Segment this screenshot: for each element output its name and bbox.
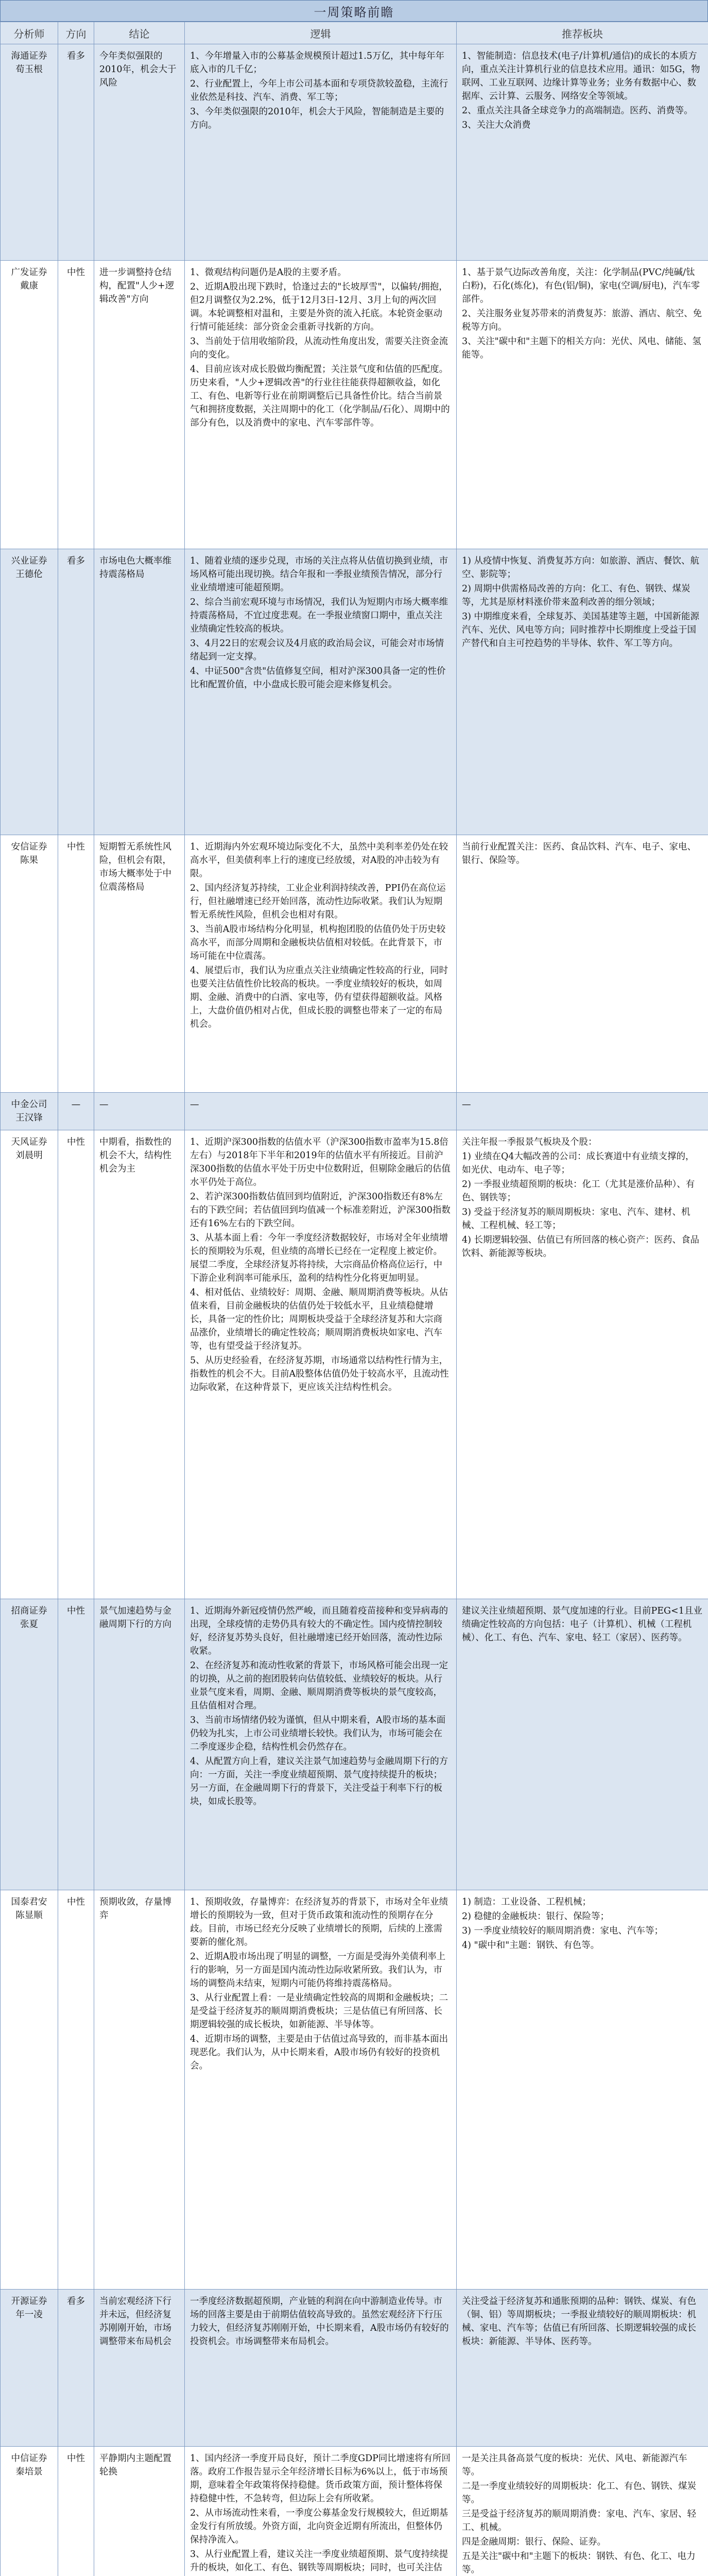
direction-cell: 看多 <box>58 44 94 261</box>
direction-cell: 中性 <box>58 1599 94 1890</box>
conclusion-cell: 市场电色大概率维持震荡格局 <box>94 549 185 835</box>
analyst-cell: 国泰君安 陈显顺 <box>1 1890 58 2290</box>
sector-paragraph: 二是一季度业绩较好的周期板块：化工、有色、钢铁、煤炭等。 <box>462 2481 696 2505</box>
analyst-cell: 海通证券 荀玉根 <box>1 44 58 261</box>
logic-paragraph: 1、预期收敛，存量博弈：在经济复苏的背景下，市场对全年业绩增长的预期较为一致，但对于货币政策和流动性的预期存在分歧。目前，市场已经充分反映了业绩增长的预期，后续的上涨需要新的催化剂。 <box>190 1897 448 1947</box>
conclusion-cell: 进一步调整持仓结构，配置"人少+逻辑改善"方向 <box>94 261 185 549</box>
logic-paragraph: 2、行业配置上，今年上市公司基本面和专项贷款较盈稳，主流行业依然是科技、汽车、消费、军工等； <box>190 79 448 103</box>
direction-cell: 中性 <box>58 1130 94 1599</box>
sectors-cell <box>457 1093 708 1130</box>
logic-cell <box>185 1599 457 1890</box>
logic-cell <box>185 1130 457 1599</box>
logic-paragraph: 3、当前市场情绪仍较为谨慎，但从中期来看，A股市场的基本面仍较为扎实，上市公司业绩增长较快。我们认为，市场可能会在二季度逐步企稳，结构性机会仍然存在。 <box>190 1715 446 1752</box>
table-row <box>1 2290 708 2447</box>
logic-paragraph: 4、目前应该对成长股做均衡配置；关注景气度和估值的匹配度。历史来看，"人少+逻辑改善"的行业往往能获得超额收益，如化工、有色、电新等行业在前期调整后已具备性价比。结合当前景气和拥挤度数据，关注周期中的化工（化学制品/石化）、周期中的部分有色，以及消费中的家电、汽车零部件等。 <box>190 364 450 428</box>
sector-paragraph: 2) 稳健的金融板块：银行、保险等； <box>462 1911 610 1922</box>
analyst-cell: 安信证券 陈果 <box>1 835 58 1093</box>
sectors-cell <box>457 261 708 549</box>
sectors-cell <box>457 2447 708 2576</box>
sector-paragraph: 1、基于景气边际改善角度，关注：化学制品(PVC/纯碱/钛白粉)，石化(炼化)，有色(铝/铜)，家电(空调/厨电)，汽车零部件。 <box>462 267 700 304</box>
sector-paragraph: 2) 一季报业绩超预期的板块：化工（尤其是涨价品种）、有色、钢铁等； <box>462 1179 695 1203</box>
sector-paragraph: 关注受益于经济复苏和通胀预期的品种：钢铁、煤炭、有色（铜、铝）等周期板块；一季报业绩较好的顺周期板块：机械、家电、汽车等；估值已有所回落、长期逻辑较强的成长板块：新能源、半导体、医药等。 <box>462 2296 696 2347</box>
logic-cell <box>185 2290 457 2447</box>
sectors-cell <box>457 44 708 261</box>
logic-paragraph: 1、随着业绩的逐步兑现，市场的关注点将从估值切换到业绩，市场风格可能出现切换。结合年报和一季报业绩预告情况，部分行业业绩增速可能超预期。 <box>190 556 448 593</box>
logic-paragraph: 2、若沪深300指数估值回到均值附近，沪深300指数还有8%左右的下跌空间；若估值回到均值减一个标准差附近，沪深300指数还有16%左右的下跌空间。 <box>190 1192 451 1229</box>
header-conclusion: 结论 <box>94 22 185 44</box>
sector-paragraph: 三是受益于经济复苏的顺周期消费：家电、汽车、家居、轻工、机械。 <box>462 2509 696 2533</box>
sectors-cell <box>457 549 708 835</box>
logic-paragraph: 3、从行业配置上看，建议关注一季度业绩超预期、景气度持续提升的板块，如化工、有色、钢铁等周期板块；同时，也可关注估 <box>190 2549 448 2573</box>
logic-paragraph: 2、从市场流动性来看，一季度公募基金发行规模较大，但近期基金发行有所放缓。外资方面，北向资金近期有所流出，但整体仍保持净流入。 <box>190 2508 448 2545</box>
logic-cell <box>185 1890 457 2290</box>
logic-cell <box>185 2447 457 2576</box>
sector-paragraph: 3) 受益于经济复苏的顺周期板块：家电、汽车、建材、机械、工程机械、轻工等； <box>462 1207 690 1231</box>
conclusion-cell: 当前宏观经济下行并未远，但经济复苏刚刚开始，市场调整带来布局机会 <box>94 2290 185 2447</box>
sector-paragraph: 2、关注服务业复苏带来的消费复苏：旅游、酒店、航空、免税等方向。 <box>462 309 702 332</box>
logic-paragraph: 1、国内经济一季度开局良好，预计二季度GDP同比增速将有所回落。政府工作报告显示全年经济增长目标为6%以上，低于市场预期，意味着全年政策将保持稳健。货币政策方面，预计整体将保持稳健中性，不急转弯，但边际上会有所收紧。 <box>190 2453 451 2504</box>
logic-paragraph: 1、近期海外新冠疫情仍然严峻，而且随着疫苗接种和变异病毒的出现，全球疫情的走势仍具有较大的不确定性。国内疫情控制较好，经济复苏势头良好，但社融增速已经开始回落，流动性边际收紧。 <box>190 1606 448 1656</box>
page-title: 一周策略前瞻 <box>0 0 708 22</box>
table-row <box>1 549 708 835</box>
table-row <box>1 44 708 261</box>
logic-paragraph: 3、当前A股市场结构分化明显，机构抱团股的估值仍处于历史较高水平，而部分周期和金融板块估值相对较低。在此背景下，市场可能在中位震荡。 <box>190 924 446 961</box>
sector-paragraph: 四是金融周期：银行、保险、证券。 <box>462 2537 606 2547</box>
logic-paragraph: 1、今年增量入市的公募基金规模预计超过1.5万亿，其中每年年底入市的几千亿； <box>190 51 444 75</box>
header-analyst: 分析师 <box>1 22 58 44</box>
logic-paragraph: 1、近期沪深300指数的估值水平（沪深300指数市盈率为15.8倍左右）与2018年下半年和2019年的估值水平有所接近。目前沪深300指数的估值水平处于历史中位数附近，但剔除金融后的估值水平仍处于高位。 <box>190 1137 451 1188</box>
conclusion-cell: 预期收敛，存量博弈 <box>94 1890 185 2290</box>
analyst-cell: 天风证券 刘晨明 <box>1 1130 58 1599</box>
conclusion-cell: 景气加速趋势与金融周期下行的方向 <box>94 1599 185 1890</box>
logic-paragraph: 2、综合当前宏观环境与市场情况，我们认为短期内市场大概率维持震荡格局，不宜过度悲观。在一季报业绩窗口期中，重点关注业绩确定性较高的板块。 <box>190 597 448 634</box>
logic-paragraph: 2、近期A股出现下跌时，恰逢过去的"长坡厚雪"，以偏转/拥抱，但2月调整仅为2.2%，低于12月3日-12月、3月上旬的两次回调。本轮调整相对温和，主要是外资的流入托底。本轮资金驱动行情可能延续：部分资金会重新寻找新的方向。 <box>190 282 448 332</box>
analyst-cell: 中信证券 秦培景 <box>1 2447 58 2576</box>
conclusion-cell: 平静期内主题配置轮换 <box>94 2447 185 2576</box>
logic-paragraph: 3、当前处于信用收缩阶段，从流动性角度出发，需要关注资金流向的变化。 <box>190 336 448 360</box>
sector-paragraph: 1) 业绩在Q4大幅改善的公司：成长赛道中有业绩支撑的，如光伏、电动车、电子等； <box>462 1151 695 1175</box>
table-row <box>1 1599 708 1890</box>
logic-paragraph: 4、展望后市，我们认为应重点关注业绩确定性较高的行业，同时也要关注估值性价比较高的板块。一季度业绩较好的板块，如周期、金融、消费中的白酒、家电等，仍有望获得超额收益。风格上，大盘价值仍相对占优，但成长股的调整也带来了一定的布局机会。 <box>190 965 448 1029</box>
sector-paragraph: 关注年报一季报景气板块及个股： <box>462 1137 597 1147</box>
logic-paragraph: 2、国内经济复苏持续，工业企业利润持续改善，PPI仍在高位运行，但社融增速已经开始回落，流动性边际收紧。我们认为短期暂无系统性风险，但机会也相对有限。 <box>190 883 446 920</box>
logic-paragraph: 1、微观结构问题仍是A股的主要矛盾。 <box>190 267 347 278</box>
logic-paragraph: 一季度经济数据超预期，产业链的利润在向中游制造业传导。市场的回落主要是由于前期估值较高导致的。虽然宏观经济下行压力较大，但经济复苏刚刚开始，中长期来看，A股市场仍有较好的投资机会。市场调整带来布局机会。 <box>190 2296 449 2347</box>
logic-paragraph: — <box>190 1099 199 1110</box>
sector-paragraph: 2、重点关注具备全球竞争力的高端制造。医药、消费等。 <box>462 106 693 116</box>
header-direction: 方向 <box>58 22 94 44</box>
conclusion-cell: 中期看，指数性的机会不大，结构性机会为主 <box>94 1130 185 1599</box>
sector-paragraph: 1) 从疫情中恢复、消费复苏方向：如旅游、酒店、餐饮、航空、影院等； <box>462 556 700 580</box>
sectors-cell <box>457 1599 708 1890</box>
sector-paragraph: 3、关注大众消费 <box>462 120 531 130</box>
analyst-cell: 广发证券 戴康 <box>1 261 58 549</box>
sector-paragraph: — <box>462 1099 471 1110</box>
logic-paragraph: 3、从行业配置上看：一是业绩确定性较高的周期和金融板块；二是受益于经济复苏的顺周期消费板块；三是估值已有所回落、长期逻辑较强的成长板块，如新能源、半导体等。 <box>190 1993 448 2030</box>
logic-paragraph: 3、4月22日的宏观会议及4月底的政治局会议，可能会对市场情绪起到一定支撑。 <box>190 638 444 662</box>
direction-cell: 中性 <box>58 2447 94 2576</box>
conclusion-cell: 今年类似强限的2010年，机会大于风险 <box>94 44 185 261</box>
logic-paragraph: 2、在经济复苏和流动性收紧的背景下，市场风格可能会出现一定的切换，从之前的抱团股转向估值较低、业绩较好的板块。从行业景气度来看，周期、金融、顺周期消费等板块的景气度较高，且估值相对合理。 <box>190 1660 448 1711</box>
direction-cell: 看多 <box>58 549 94 835</box>
analyst-cell: 中金公司 王汉锋 <box>1 1093 58 1130</box>
sector-paragraph: 3、关注"碳中和"主题下的相关方向：光伏、风电、储能、氢能等。 <box>462 336 701 360</box>
strategy-table <box>0 22 708 2576</box>
logic-paragraph: 1、近期海内外宏观环境边际变化不大，虽然中美利率差仍处在较高水平，但美债利率上行的速度已经放缓，对A股的冲击较为有限。 <box>190 842 448 879</box>
logic-cell <box>185 835 457 1093</box>
direction-cell: 中性 <box>58 1890 94 2290</box>
sector-paragraph: 4) "碳中和"主题：钢铁、有色等。 <box>462 1940 600 1951</box>
logic-cell <box>185 549 457 835</box>
logic-paragraph: 3、今年类似强限的2010年，机会大于风险，智能制造是主要的方向。 <box>190 107 444 130</box>
sectors-cell <box>457 2290 708 2447</box>
logic-cell <box>185 1093 457 1130</box>
sector-paragraph: 建议关注业绩超预期、景气度加速的行业。目前PEG<1且业绩确定性较高的方向包括：电子（计算机）、机械（工程机械）、化工、有色、汽车、家电、轻工（家居）、医药等。 <box>462 1606 702 1643</box>
sectors-cell <box>457 835 708 1093</box>
logic-paragraph: 4、从配置方向上看，建议关注景气加速趋势与金融周期下行的方向：一方面，关注一季度业绩超预期、景气度持续提升的板块；另一方面，在金融周期下行的背景下，关注受益于利率下行的板块，如成长股等。 <box>190 1756 448 1807</box>
sector-paragraph: 1) 制造：工业设备、工程机械； <box>462 1897 592 1907</box>
logic-paragraph: 4、近期市场的调整，主要是由于估值过高导致的，而非基本面出现恶化。我们认为，从中长期来看，A股市场仍有较好的投资机会。 <box>190 2034 448 2071</box>
analyst-cell: 招商证券 张夏 <box>1 1599 58 1890</box>
header-logic: 逻辑 <box>185 22 457 44</box>
table-row <box>1 2447 708 2576</box>
sector-paragraph: 当前行业配置关注：医药、食品饮料、汽车、电子、家电、银行、保险等。 <box>462 842 696 866</box>
analyst-cell: 兴业证券 王德伦 <box>1 549 58 835</box>
analyst-cell: 开源证券 年一凌 <box>1 2290 58 2447</box>
sector-paragraph: 3) 中期维度来看，全球复苏、美国基建等主题，中国新能源汽车、光伏、风电等方向；同时推荐中长期维度上受益于国产替代和自主可控趋势的半导体、软件、军工等方向。 <box>462 612 700 649</box>
table-row <box>1 835 708 1093</box>
logic-cell <box>185 261 457 549</box>
sector-paragraph: 五是关注"碳中和"主题下的板块：钢铁、有色、化工、电力等。 <box>462 2551 696 2575</box>
sectors-cell <box>457 1130 708 1599</box>
sector-paragraph: 1、智能制造：信息技术(电子/计算机/通信)的成长的本质方向，重点关注计算机行业的信息技术应用。通讯：如5G，物联网、工业互联网、边缘计算等业务；业务有数据中心、数据库、云计算、云服务、网络安全等领域。 <box>462 51 700 101</box>
sector-paragraph: 一是关注具备高景气度的板块：光伏、风电、新能源汽车等。 <box>462 2453 687 2477</box>
logic-paragraph: 5、从历史经验看，在经济复苏期，市场通常以结构性行情为主，指数性的机会不大。目前A股整体估值仍处于较高水平，且流动性边际收紧，在这种背景下，更应该关注结构性机会。 <box>190 1355 449 1393</box>
logic-paragraph: 2、近期A股市场出现了明显的调整，一方面是受海外美债利率上行的影响，另一方面是国内流动性边际收紧所致。我们认为，市场的调整尚未结束，短期内可能仍将维持震荡格局。 <box>190 1952 446 1989</box>
direction-cell: 看多 <box>58 2290 94 2447</box>
direction-cell: 中性 <box>58 261 94 549</box>
sector-paragraph: 3) 一季度业绩较好的顺周期消费：家电、汽车等； <box>462 1926 664 1936</box>
table-row <box>1 1130 708 1599</box>
logic-paragraph: 4、相对低估、业绩较好：周期、金融、顺周期消费等板块。从估值来看，目前金融板块的估值仍处于较低水平，且业绩稳健增长，具备一定的性价比；周期板块受益于全球经济复苏和大宗商品涨价，业绩增长的确定性较高；顺周期消费板块如家电、汽车等，也有望受益于经济复苏。 <box>190 1287 448 1351</box>
direction-cell: 中性 <box>58 835 94 1093</box>
table-header-row <box>1 22 708 44</box>
table-row <box>1 1093 708 1130</box>
table-body <box>1 44 708 2576</box>
header-sectors: 推荐板块 <box>457 22 708 44</box>
logic-paragraph: 3、从基本面上看：今年一季度经济数据较好，市场对全年业绩增长的预期较为乐观，但业绩的高增长已经在一定程度上被定价。展望二季度，全球经济复苏将持续，大宗商品价格高位运行，中下游企业利润率可能承压，盈利的结构性分化将更加明显。 <box>190 1233 448 1283</box>
sector-paragraph: 4) 长期逻辑较强、估值已有所回落的核心资产：医药、食品饮料、新能源等板块。 <box>462 1235 700 1259</box>
sectors-cell <box>457 1890 708 2290</box>
table-row <box>1 261 708 549</box>
direction-cell: — <box>58 1093 94 1130</box>
sector-paragraph: 2) 周期中供需格局改善的方向：化工、有色、钢铁、煤炭等，尤其是原材料涨价带来盈利改善的细分领域； <box>462 584 690 607</box>
table-row <box>1 1890 708 2290</box>
logic-paragraph: 4、中证500"含贵"估值修复空间，相对沪深300具备一定的性价比和配置价值，中小盘成长股可能会迎来修复机会。 <box>190 666 446 690</box>
conclusion-cell: 短期暂无系统性风险，但机会有限，市场大概率处于中位震荡格局 <box>94 835 185 1093</box>
logic-cell <box>185 44 457 261</box>
conclusion-cell: — <box>94 1093 185 1130</box>
